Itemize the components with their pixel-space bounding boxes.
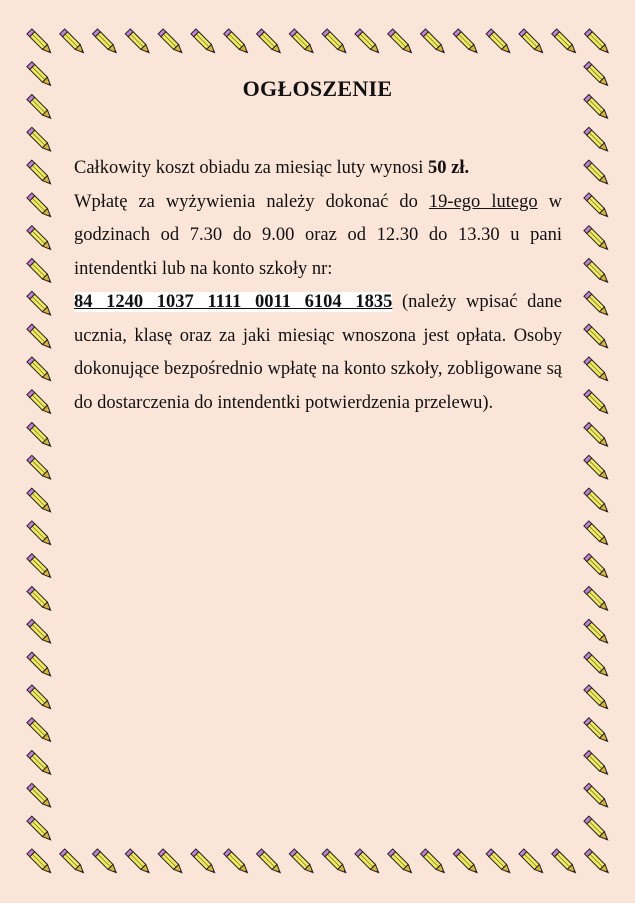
notice-title: OGŁOSZENIE xyxy=(242,76,393,101)
pencil-icon xyxy=(27,751,53,777)
cost-text: Całkowity koszt obiadu za miesiąc luty wynosi xyxy=(74,158,429,178)
pencil-icon xyxy=(584,488,610,514)
pencil-icon xyxy=(584,619,610,645)
pencil-icon xyxy=(27,816,53,842)
pencil-icon xyxy=(584,423,610,449)
pencil-icon xyxy=(27,619,53,645)
pencil-icon xyxy=(584,816,610,842)
pencil-icon xyxy=(322,29,348,55)
pencil-icon xyxy=(552,29,578,55)
pencil-icon xyxy=(584,127,610,153)
pencil-icon xyxy=(584,751,610,777)
pencil-icon xyxy=(27,783,53,809)
pencil-icon xyxy=(27,455,53,481)
pencil-icon xyxy=(289,849,315,875)
payment-paragraph xyxy=(74,186,562,421)
pencil-icon xyxy=(27,259,53,285)
bank-account-number: 84 1240 1037 1111 0011 6104 1835 xyxy=(74,292,393,312)
pencil-icon xyxy=(27,587,53,613)
pencil-icon xyxy=(27,127,53,153)
pencil-icon xyxy=(519,29,545,55)
pencil-icon xyxy=(584,554,610,580)
pencil-icon xyxy=(584,390,610,416)
pencil-icon xyxy=(27,718,53,744)
pencil-icon xyxy=(584,357,610,383)
cost-amount: 50 zł. xyxy=(428,158,470,178)
payment-hours: w godzinach od 7.30 do 9.00 oraz od 12.30 do 13.30 u pani intendentki lub na konto szkoły nr: xyxy=(74,191,562,279)
pencil-icon xyxy=(486,29,512,55)
pencil-icon xyxy=(27,160,53,186)
pencil-icon xyxy=(27,423,53,449)
pencil-icon xyxy=(584,226,610,252)
pencil-icon xyxy=(27,652,53,678)
pencil-icon xyxy=(421,849,447,875)
pencil-icon xyxy=(125,29,151,55)
pencil-icon xyxy=(257,849,283,875)
pencil-icon xyxy=(584,324,610,350)
pencil-icon xyxy=(125,849,151,875)
pencil-icon xyxy=(355,849,381,875)
pencil-icon xyxy=(584,652,610,678)
pencil-icon xyxy=(584,291,610,317)
pencil-icon xyxy=(584,455,610,481)
pencil-icon xyxy=(27,554,53,580)
pencil-icon xyxy=(584,193,610,219)
pencil-icon xyxy=(584,685,610,711)
pencil-icon xyxy=(27,849,53,875)
pencil-icon xyxy=(584,718,610,744)
pencil-icon xyxy=(552,849,578,875)
pencil-icon xyxy=(27,685,53,711)
pencil-icon xyxy=(27,226,53,252)
pencil-icon xyxy=(27,357,53,383)
pencil-icon xyxy=(27,291,53,317)
pencil-icon xyxy=(584,783,610,809)
pencil-icon xyxy=(191,849,217,875)
pencil-icon xyxy=(453,29,479,55)
pencil-icon xyxy=(519,849,545,875)
pencil-icon xyxy=(289,29,315,55)
payment-deadline: 19-ego lutego xyxy=(428,191,538,212)
pencil-icon xyxy=(158,849,184,875)
pencil-icon xyxy=(584,521,610,547)
pencil-icon xyxy=(322,849,348,875)
pencil-icon xyxy=(421,29,447,55)
pencil-icon xyxy=(388,849,414,875)
pencil-icon xyxy=(27,390,53,416)
pencil-icon xyxy=(27,521,53,547)
pencil-icon xyxy=(27,488,53,514)
pencil-icon xyxy=(486,849,512,875)
pencil-icon xyxy=(60,849,86,875)
pencil-icon xyxy=(158,29,184,55)
pencil-icon xyxy=(191,29,217,55)
pencil-icon xyxy=(60,29,86,55)
payment-text: Wpłatę za wyżywienia należy dokonać do xyxy=(74,191,429,212)
pencil-icon xyxy=(355,29,381,55)
pencil-icon xyxy=(585,849,611,875)
cost-line xyxy=(74,152,562,186)
pencil-icon xyxy=(27,193,53,219)
pencil-icon xyxy=(388,29,414,55)
pencil-icon xyxy=(224,29,250,55)
pencil-icon xyxy=(27,29,53,55)
notice-body xyxy=(74,152,562,420)
pencil-icon xyxy=(27,324,53,350)
pencil-icon xyxy=(584,259,610,285)
pencil-icon xyxy=(257,29,283,55)
pencil-icon xyxy=(93,849,119,875)
payment-instructions: (należy wpisać dane ucznia, klasę oraz za jaki miesiąc wnoszona jest opłata. Osoby dokonujące bezpośrednio wpłatę na konto szkoły, zobligowane są do dostarczenia do intendentki potwierdzenia przelewu). xyxy=(74,292,563,413)
pencil-icon xyxy=(584,160,610,186)
pencil-icon xyxy=(224,849,250,875)
pencil-icon xyxy=(453,849,479,875)
pencil-icon xyxy=(93,29,119,55)
pencil-icon xyxy=(585,29,611,55)
pencil-icon xyxy=(584,587,610,613)
